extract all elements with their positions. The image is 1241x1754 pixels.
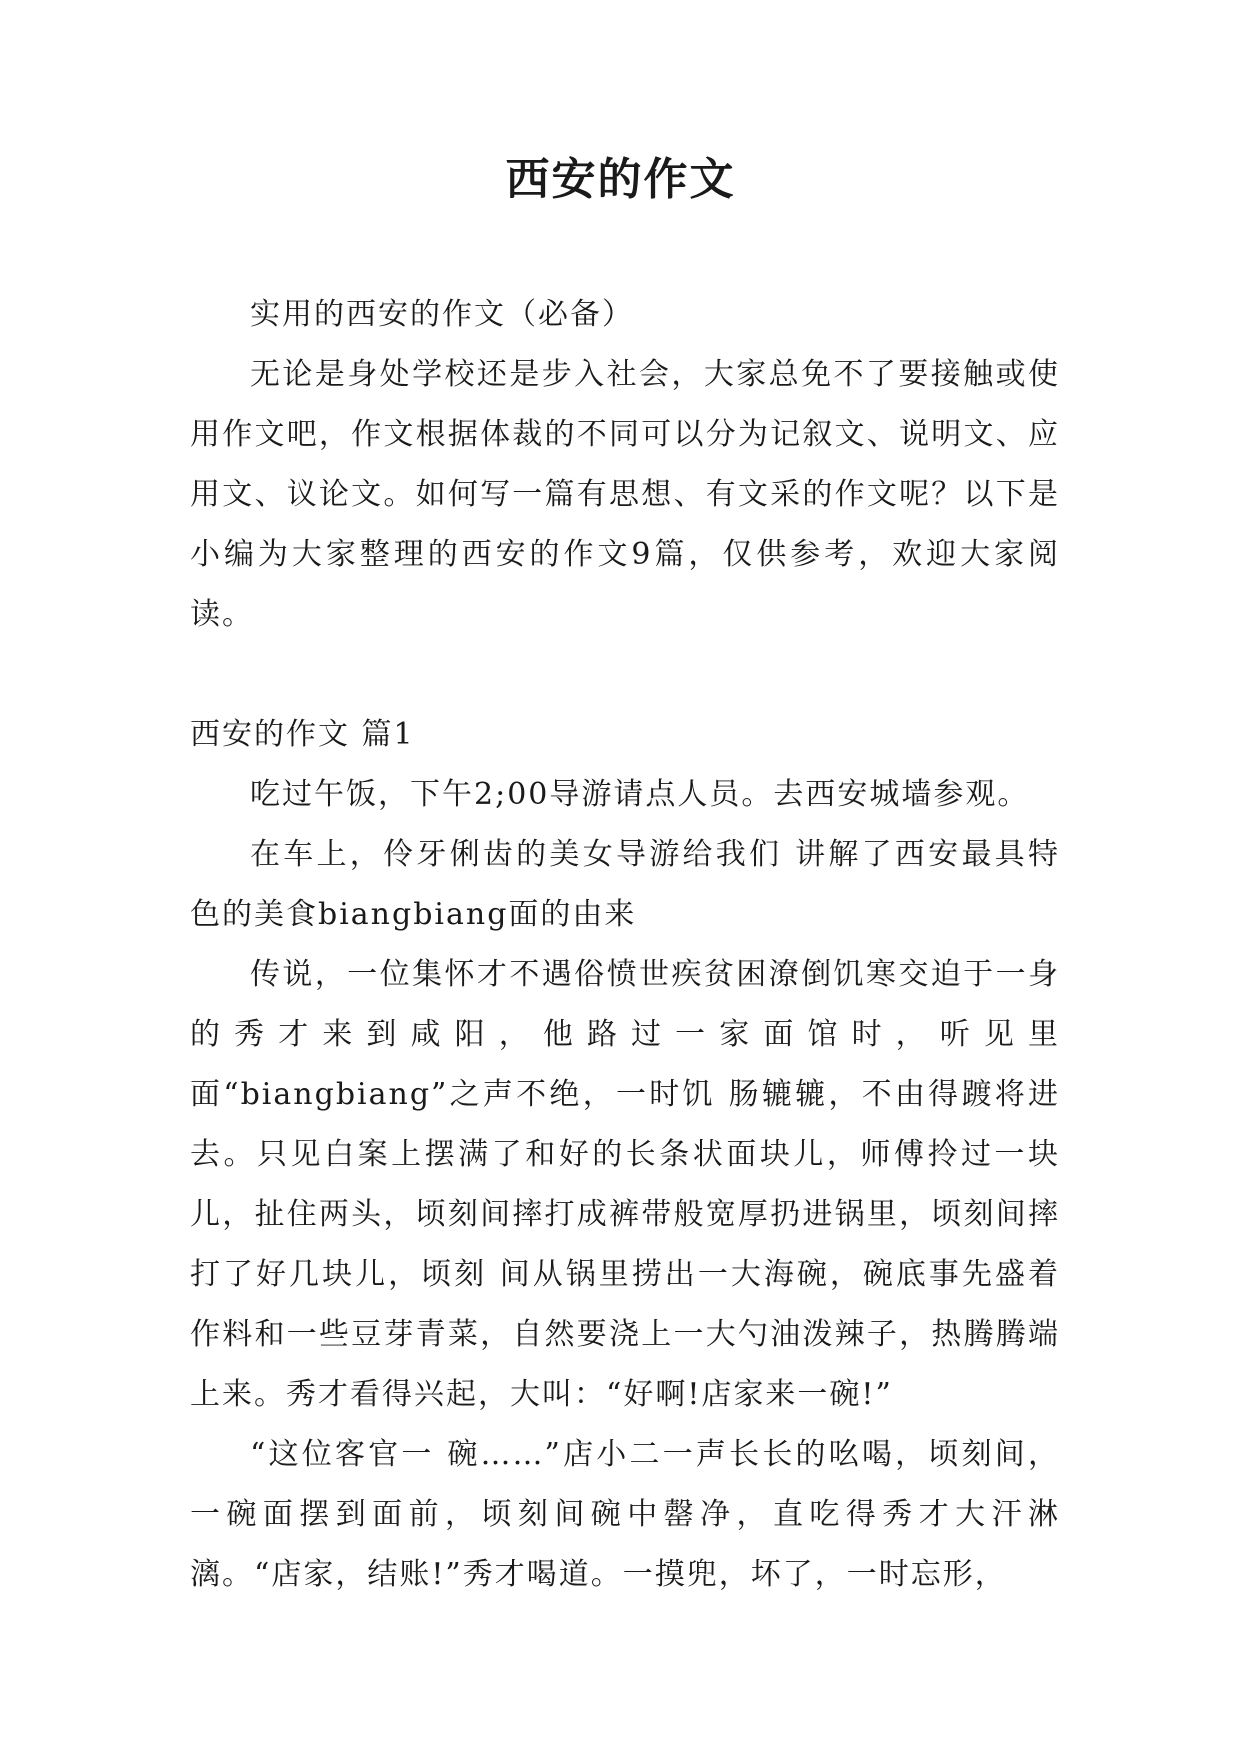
document-body	[190, 285, 1060, 1605]
intro-subtitle: 实用的西安的作文（必备）	[250, 297, 634, 332]
body-paragraph: 在车上，伶牙俐齿的美女导游给我们 讲解了西安最具特色的美食biangbiang面的由来	[190, 837, 1060, 932]
body-paragraph: 吃过午饭，下午2;00导游请点人员。去西安城墙参观。	[250, 777, 1030, 812]
body-paragraph: “这位客官一 碗……”店小二一声长长的吆喝，顷刻间，一碗面摆到面前，顷刻间碗中罄净，直吃得秀才大汗淋漓。“店家，结账!”秀才喝道。一摸兜，坏了，一时忘形，	[190, 1437, 1060, 1592]
document-title: 西安的作文	[505, 154, 736, 205]
intro-paragraph: 无论是身处学校还是步入社会，大家总免不了要接触或使用作文吧，作文根据体裁的不同可以分为记叙文、说明文、应用文、议论文。如何写一篇有思想、有文采的作文呢？以下是小编为大家整理的西安的作文9篇，仅供参考，欢迎大家阅读。	[190, 357, 1060, 632]
body-paragraph: 传说，一位集怀才不遇俗愤世疾贫困潦倒饥寒交迫于一身的秀才来到咸阳，他路过一家面馆时，听见里面“biangbiang”之声不绝，一时饥 肠辘辘，不由得踱将进去。只见白案上摆满了和好的长条状面块儿，师傅拎过一块儿，扯住两头，顷刻间摔打成裤带般宽厚扔进锅里，顷刻间摔打了好几块儿，顷刻 间从锅里捞出一大海碗，碗底事先盛着作料和一些豆芽青菜，自然要浇上一大勺油泼辣子，热腾腾端上来。秀才看得兴起，大叫：“好啊!店家来一碗!”	[190, 957, 1060, 1412]
section-heading: 西安的作文 篇1	[190, 717, 415, 752]
